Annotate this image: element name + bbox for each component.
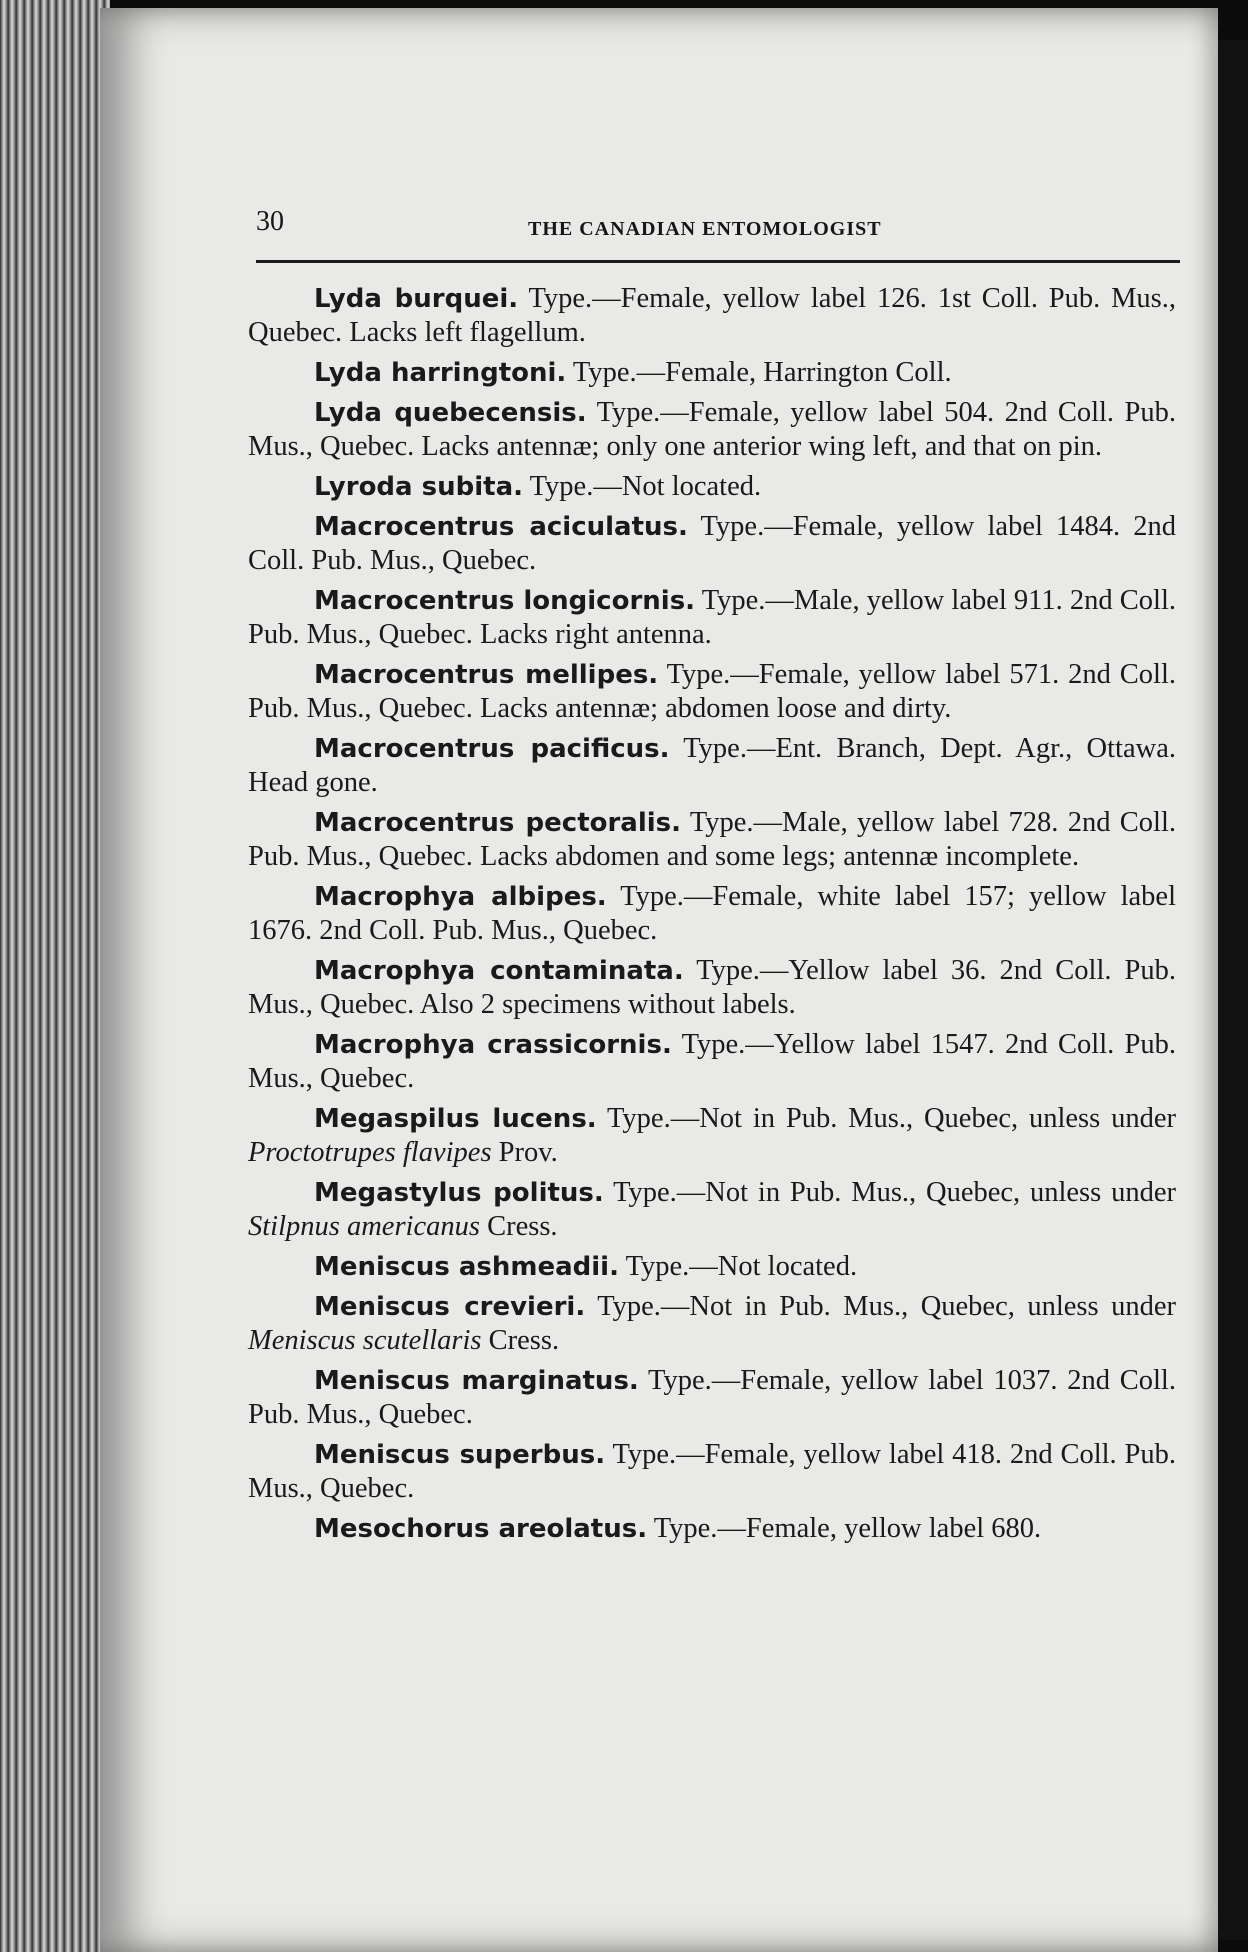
entry <box>248 1250 1176 1284</box>
entry <box>248 1176 1176 1244</box>
entry-text-after: Prov. <box>498 1137 558 1168</box>
entry-text: Type.—Not in Pub. Mus., Quebec, unless under <box>613 1177 1176 1208</box>
entry-text: Type.—Female, yellow label 571. 2nd Coll. Pub. Mus., Quebec. Lacks antennæ; abdomen loose and dirty. <box>248 659 1176 724</box>
entry <box>248 396 1176 464</box>
entry <box>248 1102 1176 1170</box>
entry-text: Type.—Female, yellow label 680. <box>653 1513 1042 1544</box>
entry <box>248 1512 1176 1546</box>
species-name: Macrophya crassicornis. <box>314 1030 672 1060</box>
species-name: Macrocentrus aciculatus. <box>314 512 688 542</box>
entry-text: Type.—Female, yellow label 504. 2nd Coll. Pub. Mus., Quebec. Lacks antennæ; only one anterior wing left, and that on pin. <box>248 397 1176 462</box>
entry-text-after: Cress. <box>488 1325 560 1356</box>
entry-text: Type.—Male, yellow label 728. 2nd Coll. Pub. Mus., Quebec. Lacks abdomen and some legs; antennæ incomplete. <box>248 807 1176 872</box>
species-name: Macrophya contaminata. <box>314 956 684 986</box>
page-number: 30 <box>256 206 284 237</box>
species-name: Lyda quebecensis. <box>314 398 587 428</box>
entry <box>248 732 1176 800</box>
entry-text: Type.—Female, yellow label 1037. 2nd Coll. Pub. Mus., Quebec. <box>248 1365 1176 1430</box>
entry-text: Type.—Ent. Branch, Dept. Agr., Ottawa. Head gone. <box>248 733 1176 798</box>
entry-text: Type.—Female, Harrington Coll. <box>572 357 952 388</box>
entry-text: Type.—Female, yellow label 1484. 2nd Coll. Pub. Mus., Quebec. <box>248 511 1176 576</box>
entry <box>248 1364 1176 1432</box>
entry <box>248 954 1176 1022</box>
species-name: Macrocentrus longicornis. <box>314 586 696 616</box>
italic-taxon: Stilpnus americanus <box>248 1211 480 1242</box>
entry-text-after: Cress. <box>487 1211 558 1242</box>
entry-text: Type.—Not in Pub. Mus., Quebec, unless under <box>607 1103 1176 1134</box>
entry <box>248 470 1176 504</box>
entry <box>248 1290 1176 1358</box>
page-header <box>256 206 1176 266</box>
entry-text: Type.—Yellow label 1547. 2nd Coll. Pub. Mus., Quebec. <box>248 1029 1176 1094</box>
species-name: Lyroda subita. <box>314 472 524 502</box>
species-name: Macrocentrus pacificus. <box>314 734 670 764</box>
entry-text: Type.—Female, yellow label 126. 1st Coll. Pub. Mus., Quebec. Lacks left flagellum. <box>248 283 1176 348</box>
entries-list <box>248 282 1176 1552</box>
entry <box>248 880 1176 948</box>
entry-text: Type.—Female, white label 157; yellow label 1676. 2nd Coll. Pub. Mus., Quebec. <box>248 881 1176 946</box>
entry-text: Type.—Yellow label 36. 2nd Coll. Pub. Mus., Quebec. Also 2 specimens without labels. <box>248 955 1176 1020</box>
book-page-edges <box>0 0 110 1952</box>
entry <box>248 356 1176 390</box>
entry <box>248 1028 1176 1096</box>
species-name: Lyda harringtoni. <box>314 358 567 388</box>
species-name: Meniscus superbus. <box>314 1440 606 1470</box>
entry <box>248 1438 1176 1506</box>
species-name: Meniscus marginatus. <box>314 1366 639 1396</box>
species-name: Macrophya albipes. <box>314 882 607 912</box>
species-name: Megastylus politus. <box>314 1178 604 1208</box>
entry-text: Type.—Male, yellow label 911. 2nd Coll. Pub. Mus., Quebec. Lacks right antenna. <box>248 585 1176 650</box>
species-name: Mesochorus areolatus. <box>314 1514 648 1544</box>
right-dark-margin <box>1218 40 1248 1940</box>
entry-text: Type.—Not located. <box>625 1251 858 1282</box>
entry-text: Type.—Not in Pub. Mus., Quebec, unless under <box>597 1291 1176 1322</box>
species-name: Meniscus ashmeadii. <box>314 1252 619 1282</box>
header-rule <box>256 260 1180 263</box>
entry <box>248 510 1176 578</box>
entry <box>248 584 1176 652</box>
entry <box>248 658 1176 726</box>
running-head: THE CANADIAN ENTOMOLOGIST <box>528 218 882 240</box>
species-name: Lyda burquei. <box>314 284 519 314</box>
entry-text: Type.—Not located. <box>529 471 762 502</box>
italic-taxon: Meniscus scutellaris <box>248 1325 482 1356</box>
species-name: Megaspilus lucens. <box>314 1104 597 1134</box>
species-name: Macrocentrus pectoralis. <box>314 808 682 838</box>
species-name: Meniscus crevieri. <box>314 1292 586 1322</box>
entry <box>248 282 1176 350</box>
italic-taxon: Proctotrupes flavipes <box>248 1137 492 1168</box>
entry-text: Type.—Female, yellow label 418. 2nd Coll. Pub. Mus., Quebec. <box>248 1439 1176 1504</box>
species-name: Macrocentrus mellipes. <box>314 660 659 690</box>
entry <box>248 806 1176 874</box>
